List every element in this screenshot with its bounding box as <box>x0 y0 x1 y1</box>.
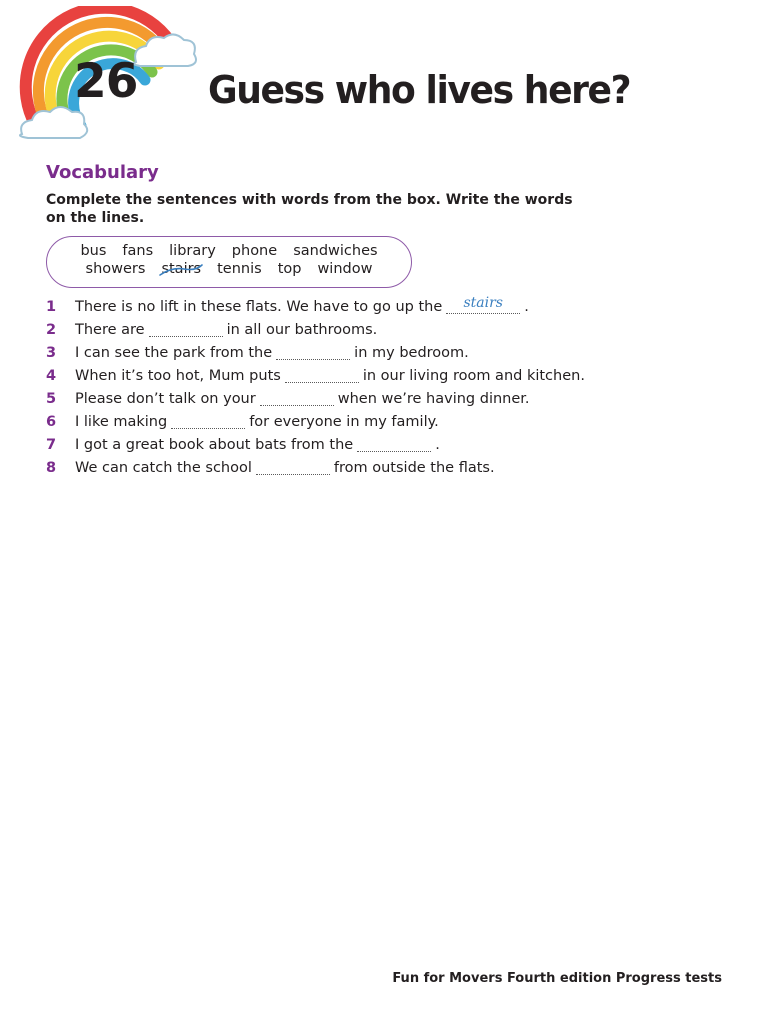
word-item: phone <box>231 243 278 259</box>
answer-blank[interactable] <box>260 391 334 406</box>
question-text-before: There are <box>75 322 145 338</box>
question-text <box>75 366 585 386</box>
question-text-after: . <box>435 437 440 453</box>
question-row <box>46 458 646 481</box>
question-row <box>46 435 646 458</box>
unit-number: 26 <box>74 54 138 109</box>
word-item: fans <box>122 243 154 259</box>
question-text <box>75 435 440 455</box>
answer-blank[interactable] <box>171 414 245 429</box>
question-text <box>75 389 530 409</box>
question-text-before: When it’s too hot, Mum puts <box>75 368 281 384</box>
section-heading: Vocabulary <box>46 162 159 183</box>
question-number: 7 <box>46 437 57 453</box>
question-text-after: for everyone in my family. <box>249 414 439 430</box>
question-text-before: I like making <box>75 414 168 430</box>
word-item-crossed-out <box>161 261 201 277</box>
question-number: 6 <box>46 414 57 430</box>
question-row <box>46 320 646 343</box>
question-text-before: We can catch the school <box>75 460 252 476</box>
word-item: tennis <box>217 261 262 277</box>
question-text-before: I can see the park from the <box>75 345 273 361</box>
question-row <box>46 343 646 366</box>
word-box-row-1 <box>47 243 411 259</box>
word-item: bus <box>80 243 107 259</box>
question-row <box>46 389 646 412</box>
question-text-after: in all our bathrooms. <box>226 322 378 338</box>
answer-blank[interactable] <box>285 368 359 383</box>
question-row <box>46 366 646 389</box>
question-text <box>75 297 529 317</box>
question-list <box>46 297 646 481</box>
question-number: 5 <box>46 391 57 407</box>
word-item: library <box>169 243 216 259</box>
answer-blank[interactable] <box>276 345 350 360</box>
question-text <box>75 412 439 432</box>
question-text-after: . <box>524 299 529 315</box>
word-box <box>46 236 412 288</box>
question-text-after: from outside the flats. <box>333 460 495 476</box>
word-item: window <box>317 261 373 277</box>
question-text <box>75 343 469 363</box>
answer-blank[interactable] <box>256 460 330 475</box>
footer-text: Fun for Movers Fourth edition Progress tests <box>392 971 722 986</box>
question-text-after: when we’re having dinner. <box>337 391 530 407</box>
question-row <box>46 297 646 320</box>
question-text-before: Please don’t talk on your <box>75 391 256 407</box>
question-number: 2 <box>46 322 57 338</box>
question-number: 3 <box>46 345 57 361</box>
question-number: 4 <box>46 368 57 384</box>
answer-blank[interactable] <box>149 322 223 337</box>
page-title: Guess who lives here? <box>208 68 631 112</box>
question-text-before: I got a great book about bats from the <box>75 437 354 453</box>
answer-blank[interactable] <box>357 437 431 452</box>
question-text <box>75 320 377 340</box>
word-item: showers <box>85 261 146 277</box>
word-item-label: stairs <box>161 261 202 277</box>
question-number: 8 <box>46 460 57 476</box>
word-item: top <box>277 261 302 277</box>
answer-blank[interactable] <box>446 295 520 314</box>
question-text-after: in my bedroom. <box>354 345 469 361</box>
word-item: sandwiches <box>293 243 378 259</box>
question-text <box>75 458 495 478</box>
question-row <box>46 412 646 435</box>
question-text-before: There is no lift in these flats. We have to go up the <box>75 299 443 315</box>
instructions: Complete the sentences with words from the box. Write the words on the lines. <box>46 192 573 226</box>
question-number: 1 <box>46 299 57 315</box>
question-text-after: in our living room and kitchen. <box>362 368 585 384</box>
strike-through-mark <box>158 263 204 277</box>
word-box-row-2 <box>47 261 411 277</box>
answer-text: stairs <box>463 295 503 311</box>
